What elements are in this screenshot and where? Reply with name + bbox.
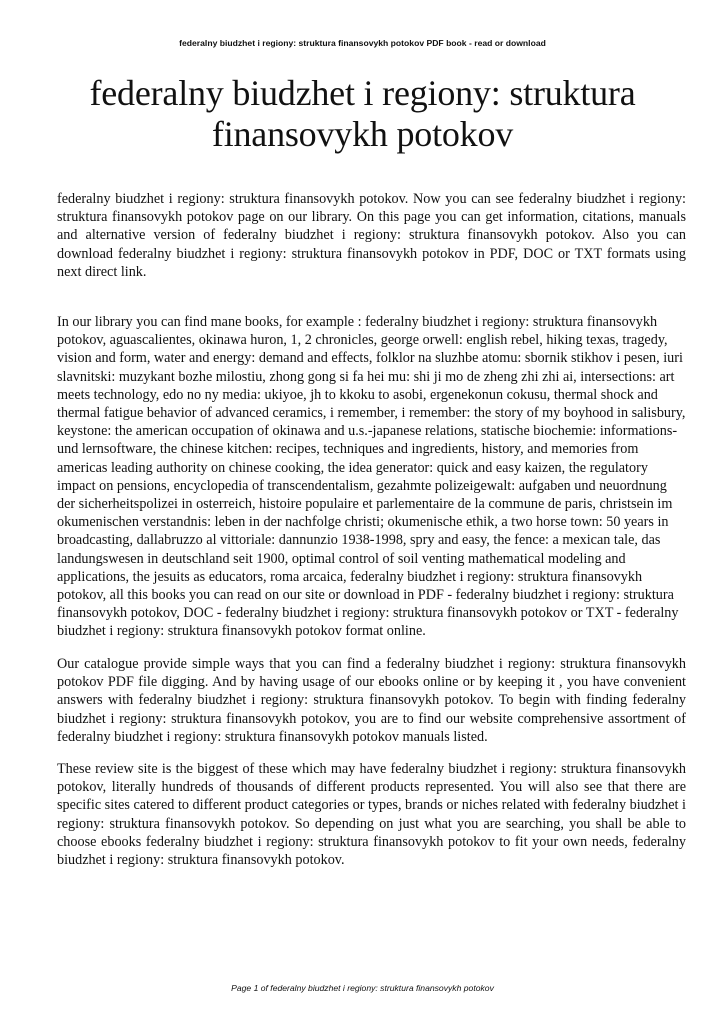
page-header: federalny biudzhet i regiony: struktura finansovykh potokov PDF book - read or download [179,38,546,48]
review-site-paragraph: These review site is the biggest of these which may have federalny biudzhet i regiony: struktura finansovykh potokov, literally hundreds of thousands of different products represented. You will also see that there are specific sites catered to different product categories or types, brands or niches related with federalny biudzhet i regiony: struktura finansovykh potokov. So depending on just what you are searching, you shall be able to choose ebooks federalny biudzhet i regiony: struktura finansovykh potokov to fit your own needs, federalny biudzhet i regiony: struktura finansovykh potokov. [57,761,686,869]
page-footer: Page 1 of federalny biudzhet i regiony: struktura finansovykh potokov [231,983,494,993]
library-list-paragraph: In our library you can find mane books, for example : federalny biudzhet i regiony: struktura finansovykh potokov, aguascalientes, okinawa huron, 1, 2 chronicles, george orwell: english rebel, hiking texas, tragedy, vision and form, water and energy: demand and effects, folklor na sluzhbe atomu: sbornik stikhov i pesen, iuri slavnitski: muzykant bozhe milostiu, zhong gong si fa hei mu: shi ji mo de zheng zhi zhi ai, intersections: art meets technology, edo no ny media: ukiyoe, jh to kkoku to asobi, ergenekonun cokusu, thermal shock and thermal fatigue behavior of advanced ceramics, i remember, i remember: the story of my boyhood in salisbury, keystone: the american occupation of okinawa and u.s.-japanese relations, statische biochemie: informations- und lernsoftware, the chinese kitchen: recipes, techniques and ingredients, history, and memories from americas leading authority on chinese cooking, the idea generator: quick and easy kaizen, the regulatory impact on pensions, encyclopedia of transcendentalism, gezahmte polizeigewalt: aufgaben und neuordnung der sicherheitspolizei in osterreich, histoire populaire et parlementaire de la commune de paris, christsein im okumenischen verstandnis: leben in der nachfolge christi; okumenische ethik, a two horse town: 50 years in broadcasting, dallabruzzo al vittoriale: dannunzio 1938-1998, spry and easy, the fence: a mexican tale, das landungswesen in deutschland seit 1900, optimal control of soil venting mathematical modeling and applications, the jesuits as educators, roma arcaica, federalny biudzhet i regiony: struktura finansovykh potokov, all this books you can read on our site or download in PDF - federalny biudzhet i regiony: struktura finansovykh potokov, DOC - federalny biudzhet i regiony: struktura finansovykh potokov or TXT - federalny biudzhet i regiony: struktura finansovykh potokov format online. [57,314,686,640]
intro-paragraph: federalny biudzhet i regiony: struktura finansovykh potokov. Now you can see federalny biudzhet i regiony: struktura finansovykh potokov page on our library. On this page you can get information, citations, manuals and alternative version of federalny biudzhet i regiony: struktura finansovykh potokov. Also you can download federalny biudzhet i regiony: struktura finansovykh potokov in PDF, DOC or TXT formats using next direct link. [57,191,686,280]
catalogue-paragraph: Our catalogue provide simple ways that you can find a federalny biudzhet i regiony: struktura finansovykh potokov PDF file digging. And by having usage of our ebooks online or by keeping it , you have convenient answers with federalny biudzhet i regiony: struktura finansovykh potokov. To begin with finding federalny biudzhet i regiony: struktura finansovykh potokov, you are to find our website comprehensive assortment of federalny biudzhet i regiony: struktura finansovykh potokov manuals listed. [57,656,686,745]
page-title: federalny biudzhet i regiony: struktura finansovykh potokov [89,73,636,154]
